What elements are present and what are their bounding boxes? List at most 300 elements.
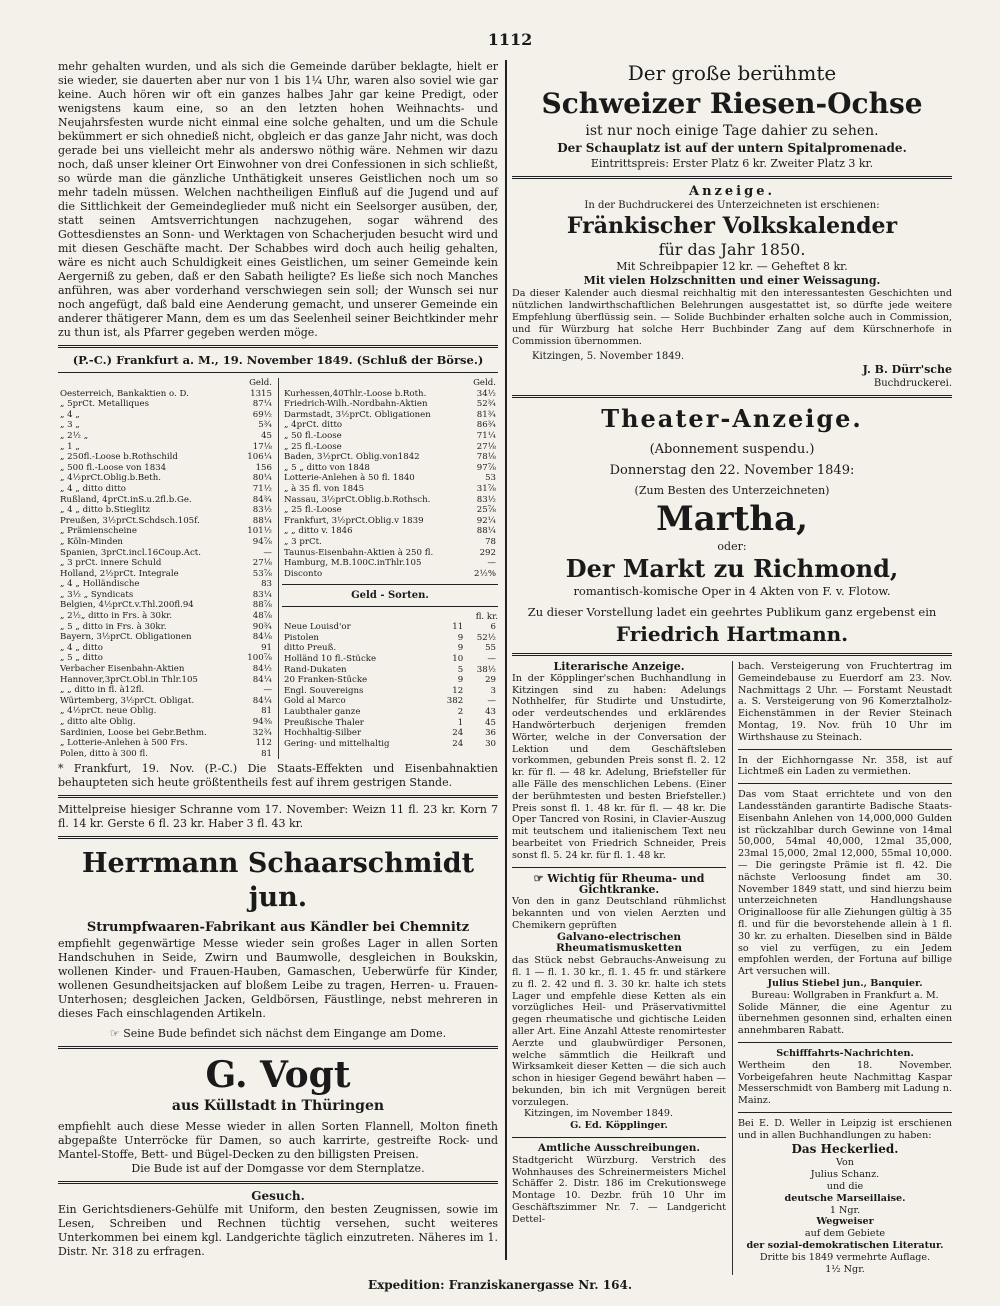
- security-name: Lotterie-Anlehen à 50 fl. 1840: [284, 473, 415, 484]
- schaarschmidt-booth: ☞ Seine Bude befindet sich nächst dem Eingange am Dome.: [109, 1027, 447, 1041]
- schaarschmidt-name: Herrmann Schaarschmidt jun.: [81, 848, 475, 914]
- amtliche-body: Stadtgericht Würzburg. Verstrich des Wohnhauses des Schreinermeisters Michel Schäffer 2. Distr. 186 im Crekutionswege Montage 10. Dezbr. früh 10 Uhr im Geschäftszimmer Nr. 7. — Landgericht Dettel-: [512, 1154, 726, 1225]
- table-row: [58, 685, 274, 696]
- vogt-name: G. Vogt: [205, 1054, 351, 1097]
- security-value: 38½: [476, 664, 496, 675]
- security-value: 43: [485, 707, 496, 718]
- security-name: „ Prämienscheine: [60, 526, 137, 537]
- opera-description: romantisch-komische Oper in 4 Akten von F. v. Flotow.: [573, 584, 891, 598]
- security-name: Darmstadt, 3½prCt. Obligationen: [284, 409, 431, 420]
- security-name: „ 5 „ ditto von 1848: [284, 462, 370, 473]
- table-row: [58, 420, 274, 431]
- divider: [738, 1112, 952, 1113]
- security-value: 5¾: [258, 420, 272, 431]
- security-name: „ 5prCt. Metalliques: [60, 399, 149, 410]
- table-row: [282, 452, 498, 463]
- table-row: [58, 643, 274, 654]
- divider: [282, 606, 498, 607]
- gesuch-body: Ein Gerichtsdieners-Gehülfe mit Uniform, den besten Zeugnissen, sowie im Lesen, Schreiben und Rechnen tüchtig versehen, sucht weiteres Unterkommen bei einem kgl. Landgerichte täglich einzutreten. Näheres im 1. Distr. Nr. 318 zu erfragen.: [58, 1203, 498, 1259]
- theater-signature: Friedrich Hartmann.: [615, 622, 849, 646]
- table-row: [282, 526, 498, 537]
- sorten-table: [282, 622, 498, 749]
- security-name: Hochhaltig-Silber: [284, 728, 362, 739]
- security-value: 52¾: [476, 399, 496, 410]
- table-row: [282, 654, 498, 665]
- heckerlied-title: Das Heckerlied.: [791, 1142, 899, 1157]
- security-value: —: [487, 654, 496, 665]
- security-name: „ 3½ „ Syndicats: [60, 589, 134, 600]
- security-name: Neue Louisd'or: [284, 622, 351, 633]
- security-value: 78: [485, 536, 496, 547]
- divider: [738, 783, 952, 784]
- security-name: Würtemberg, 3½prCt. Obligat.: [60, 695, 195, 706]
- table-row: [282, 473, 498, 484]
- divider: [58, 345, 498, 348]
- security-value: 87¼: [252, 399, 272, 410]
- security-name: „ 4 „ ditto ditto: [60, 483, 126, 494]
- divider: [512, 653, 952, 656]
- security-value: 52½: [476, 632, 496, 643]
- security-value: 88¼: [252, 515, 272, 526]
- table-row: [282, 728, 498, 739]
- vogt-booth: Die Bude ist auf der Domgasse vor dem Sternplatze.: [131, 1162, 425, 1176]
- security-value: 24: [452, 738, 464, 749]
- table-row: [58, 526, 274, 537]
- security-value: 83¼: [252, 589, 272, 600]
- security-value: 71½: [252, 483, 272, 494]
- wegweiser-gebiet: auf dem Gebiete: [804, 1228, 886, 1240]
- anzeige-body: Da dieser Kalender auch diesmal reichhaltig mit den interessantesten Geschichten und nützlichen landwirthschaftlichen Belehrungen ausgestattet ist, so dürfte jede weitere Empfehlung überflüssig sein. — Solide Buchbinder erhalten solche auch in Commission, und für Würzburg hat solche Herr Buchbinder Zang auf dem Kürschnerhofe in Commission übernommen.: [512, 288, 952, 347]
- security-name: „ 3 prCt.: [284, 536, 322, 547]
- table-row: [282, 420, 498, 431]
- table-row: [58, 569, 274, 580]
- table-row: [58, 495, 274, 506]
- security-name: „ 4 „ Holländische: [60, 579, 140, 590]
- security-value: —: [263, 685, 272, 696]
- security-name: Gold al Marco: [284, 696, 346, 707]
- literary-body: In der Köpplinger'schen Buchhandlung in Kitzingen sind zu haben: Adelungs Nothhelfer, für Studirte und Unstudirte, oder verdeutschendes und erklärendes Handwörterbuch derjenigen fremden Wörter, welche in der Conversation der Lektion und dem Geschäftsleben vorkommen, gebunden Preis sonst fl. 2. 12 kr. für fl. — 48 kr. Adelung, Briefsteller für alle Fälle des menschlichen Lebens. (Einer der berühmtesten und besten Briefsteller.) Preis sonst fl. 1. 48 kr. für fl. — 48 kr. Die Oper Tancred von Rosini, in Clavier-Auszug mit teutschem und italienischem Text neu bearbeitet von Friedrich Schneider, Preis sonst fl. 5. 24 kr. für fl. 1. 48 kr.: [512, 672, 726, 861]
- table-row: [58, 410, 274, 421]
- wegweiser-price: 1½ Ngr.: [825, 1263, 865, 1275]
- security-value: 55: [485, 643, 496, 654]
- wegweiser-title: Wegweiser: [816, 1216, 874, 1228]
- security-value: 32¾: [252, 727, 272, 738]
- security-name: „ 4 „ ditto b.Stieglitz: [60, 505, 151, 516]
- security-value: 94⅞: [252, 536, 272, 547]
- security-name: „ 500 fl.-Loose von 1834: [60, 462, 167, 473]
- security-name: „ 25 fl.-Loose: [284, 505, 342, 516]
- amtliche-continued: bach. Versteigerung von Fruchtertrag im Gemeindebause zu Euerdorf am 23. Nov. Nachmittags 2 Uhr. — Forstamt Neustadt a. S. Versteigerung von 96 Komerztalholz-Eichenstämmen in der Revier Steinach Montag, 19. Nov. früh 10 Uhr im Wirthshause zu Steinach.: [738, 661, 952, 743]
- security-value: 1315: [250, 388, 272, 399]
- security-value: 9: [457, 675, 464, 686]
- table-row: [282, 718, 498, 729]
- security-name: „ 4 „ ditto: [60, 642, 103, 653]
- table-row: [282, 463, 498, 474]
- table-row: [58, 431, 274, 442]
- sorten-header: fl. kr.: [475, 612, 498, 623]
- security-value: 27⅛: [476, 441, 496, 452]
- table-row: [282, 558, 498, 569]
- security-value: 84¼: [252, 674, 272, 685]
- marseillaise-price: 1 Ngr.: [829, 1204, 861, 1216]
- security-name: Friedrich-Wilh.-Nordbahn-Aktien: [284, 399, 428, 410]
- security-name: Gering- und mittelhaltig: [284, 738, 390, 749]
- kalender-year: für das Jahr 1850.: [658, 240, 806, 259]
- security-name: „ „ ditto v. 1846: [284, 526, 353, 537]
- schaarschmidt-body: empfiehlt gegenwärtige Messe wieder sein großes Lager in allen Sorten Handschuhen in Seide, Zwirn und Baumwolle, desgleichen in Boukskin, wollenen Kinder- und Frauen-Hauben, Gamaschen, Ueberwürfe für Kinder, wollenen Gesundheitsjacken auf bloßem Leibe zu tragen, Herren- u. Frauen-Unterhosen; desgleichen Jacken, Geldbörsen, Fäustlinge, nebst mehreren in dieses Fach einschlagenden Artikeln.: [58, 937, 498, 1021]
- security-value: 27⅛: [252, 558, 272, 569]
- table-row: [58, 442, 274, 453]
- security-value: 81: [261, 706, 272, 717]
- opera-title: Martha,: [656, 499, 808, 539]
- security-name: „ 3 prCt. innere Schuld: [60, 558, 162, 569]
- boerse-title: (P.-C.) Frankfurt a. M., 19. November 1849. (Schluß der Börse.): [72, 353, 484, 367]
- kalender-title: Fränkischer Volkskalender: [566, 213, 898, 239]
- security-value: 11: [452, 622, 464, 633]
- security-name: Kurhessen,40Thlr.-Loose b.Roth.: [284, 388, 427, 399]
- heckerlied-von: Von: [835, 1157, 854, 1169]
- divider: [512, 176, 952, 179]
- weller-notice: Bei E. D. Weller in Leipzig ist erschienen und in allen Buchhandlungen zu haben:: [738, 1117, 952, 1141]
- anzeige-date: Kitzingen, 5. November 1849.: [532, 351, 685, 362]
- security-value: 29: [485, 675, 496, 686]
- laden-notice: In der Eichhorngasse Nr. 358, ist auf Lichtmeß ein Laden zu vermiethen.: [738, 754, 952, 778]
- security-value: 84¼: [252, 695, 272, 706]
- table-row: [58, 537, 274, 548]
- rheuma-title: ☞ Wichtig für Rheuma- und Gichtkranke.: [533, 871, 705, 897]
- security-value: 6: [490, 622, 496, 633]
- security-value: 83½: [252, 505, 272, 516]
- sub-column-left: [512, 661, 726, 1275]
- security-value: —: [263, 547, 272, 558]
- table-row: [282, 431, 498, 442]
- table-row: [58, 389, 274, 400]
- table-row: [58, 463, 274, 474]
- table-row: [58, 590, 274, 601]
- staats-anlehen: Das vom Staat errichtete und von den Landesständen garantirte Badische Staats-Eisenbahn Anlehen von 14,000,000 Gulden ist rückzahlbar durch Gewinne von 14mal 50,000, 54mal 40,000, 12mal 35,000, 23mal 15,000, 2mal 12,000, 55mal 10,000. — Die geringste Prämie ist fl. 42. Die nächste Verloosung findet am 30. November 1849 statt, und sind hierzu beim unterzeichneten Handlungshause Originalloose für alle Ziehungen gültig à 35 fl. und für die bevorstehende allein à 1 fl. 30 kr. zu erhalten. Dieselben sind in Bälde so viel zu verfügen, zu ein Jedem empfohlen werden, der Fortuna auf billige Art versuchen will.: [738, 789, 952, 978]
- table-row: [58, 622, 274, 633]
- anzeige-signature-2: Buchdruckerei.: [873, 378, 952, 389]
- security-value: 106¼: [247, 452, 272, 463]
- schifffahrt-body: Wertheim den 18. November. Vorbeigefahren heute Nachmittag Kaspar Messerschmidt von Bamberg mit Ladung n. Mainz.: [738, 1059, 952, 1107]
- security-name: „ ditto alte Oblig.: [60, 717, 136, 727]
- security-name: „ 4½prCt.Oblig.b.Beth.: [60, 473, 161, 484]
- divider: [58, 1181, 498, 1184]
- table-row: [58, 717, 274, 728]
- table-row: [58, 473, 274, 484]
- anzeige-title: Anzeige.: [688, 184, 776, 199]
- security-value: 91: [261, 642, 272, 653]
- security-value: 100⅞: [247, 653, 272, 664]
- rheuma-body: Von den in ganz Deutschland rühmlichst bekannten und von vielen Aerzten und Chemikern geprüften: [512, 896, 726, 931]
- theater-benefit: (Zum Besten des Unterzeichneten): [634, 484, 830, 497]
- security-name: „ „ ditto in fl. à12fl.: [60, 685, 145, 696]
- security-value: 81: [261, 748, 272, 759]
- security-name: 20 Franken-Stücke: [284, 675, 368, 686]
- security-name: Hamburg, M.B.100C.inThlr.105: [284, 558, 422, 569]
- table-row: [282, 484, 498, 495]
- galvano-title: Galvano-electrischen Rheumatismusketten: [556, 930, 682, 955]
- security-value: 382: [446, 696, 464, 707]
- anzeige-signature-1: J. B. Dürr'sche: [862, 363, 952, 376]
- security-value: 48⅞: [252, 611, 272, 622]
- table-row: [282, 707, 498, 718]
- divider: [512, 395, 952, 398]
- security-name: Sardinien, Loose bei Gebr.Bethm.: [60, 727, 207, 738]
- security-name: Laubthaler ganze: [284, 707, 361, 718]
- table-row: [282, 739, 498, 750]
- security-name: Spanien, 3prCt.incl.16Coup.Act.: [60, 547, 201, 558]
- divider: [282, 584, 498, 585]
- boerse-right-col: [278, 378, 498, 759]
- security-value: 88⅞: [252, 600, 272, 611]
- security-value: 78⅛: [476, 452, 496, 463]
- table-row: [282, 665, 498, 676]
- schaarschmidt-subtitle: Strumpfwaaren-Fabrikant aus Kändler bei Chemnitz: [86, 920, 470, 936]
- divider: [738, 1042, 952, 1043]
- ochse-line-4: Der Schauplatz ist auf der untern Spitalpromenade.: [557, 141, 907, 155]
- table-row: [282, 495, 498, 506]
- column-divider: [505, 60, 507, 1260]
- security-value: 112: [255, 738, 272, 749]
- sub-column-right: [732, 661, 952, 1275]
- security-name: „ 3 „: [60, 420, 80, 431]
- security-name: Pistolen: [284, 632, 319, 643]
- table-row: [282, 633, 498, 644]
- table-row: [282, 537, 498, 548]
- security-name: Disconto: [284, 568, 323, 579]
- boerse-right-table: [282, 378, 498, 579]
- security-value: 84¾: [252, 494, 272, 505]
- security-name: Engl. Souvereigns: [284, 685, 364, 696]
- table-row: [58, 653, 274, 664]
- divider: [512, 1137, 726, 1138]
- security-value: 5: [457, 664, 464, 675]
- security-name: Taunus-Eisenbahn-Aktien à 250 fl.: [284, 547, 434, 558]
- agentur-notice: Solide Männer, die eine Agentur zu übernehmen gesonnen sind, erhalten einen annehmbaren Rabatt.: [738, 1001, 952, 1037]
- security-name: ditto Preuß.: [284, 643, 337, 654]
- security-value: 69½: [252, 409, 272, 420]
- table-row: [282, 389, 498, 400]
- ochse-headline: Schweizer Riesen-Ochse: [541, 87, 923, 120]
- table-row: [282, 442, 498, 453]
- theater-date: Donnerstag den 22. November 1849:: [609, 463, 855, 478]
- table-row: [58, 516, 274, 527]
- table-row: [58, 738, 274, 749]
- security-value: 10: [452, 654, 464, 665]
- opera-oder: oder:: [717, 540, 747, 553]
- security-name: „ 4 „: [60, 409, 80, 420]
- security-name: Rußland, 4prCt.inS.u.2fl.b.Ge.: [60, 494, 192, 505]
- footer-expedition: Expedition: Franziskanergasse Nr. 164.: [367, 1278, 632, 1292]
- theater-title: Theater-Anzeige.: [601, 404, 863, 433]
- right-column: [512, 60, 952, 1275]
- security-value: 84⅛: [252, 632, 272, 643]
- security-value: 156: [255, 462, 272, 473]
- table-row: [58, 484, 274, 495]
- security-name: „ 4½prCt. neue Oblig.: [60, 706, 157, 717]
- security-value: 45: [485, 717, 496, 728]
- security-value: 53⅞: [252, 568, 272, 579]
- kalender-price: Mit Schreibpapier 12 kr. — Geheftet 8 kr.: [616, 260, 848, 273]
- security-name: Bayern, 3½prCt. Obligationen: [60, 632, 192, 643]
- table-row: [282, 569, 498, 580]
- ochse-line-3: ist nur noch einige Tage dahier zu sehen.: [585, 123, 879, 139]
- table-row: [58, 505, 274, 516]
- security-value: 83: [261, 579, 272, 590]
- security-value: 86¾: [476, 420, 496, 431]
- sub-columns: [512, 661, 952, 1275]
- security-value: 90¾: [252, 621, 272, 632]
- table-row: [58, 632, 274, 643]
- table-row: [58, 696, 274, 707]
- security-value: 45: [261, 430, 272, 441]
- security-value: 53: [485, 473, 496, 484]
- security-value: 2: [457, 707, 464, 718]
- security-value: 101½: [247, 526, 272, 537]
- boerse-note: * Frankfurt, 19. Nov. (P.-C.) Die Staats-Effekten und Eisenbahnaktien behaupteten sich heute größtentheils fest auf ihrem gestrigen Stande.: [58, 762, 498, 790]
- boerse-left-table: [58, 378, 274, 759]
- kalender-extra: Mit vielen Holzschnitten und einer Weissagung.: [583, 274, 881, 287]
- security-name: „ à 35 fl. von 1845: [284, 483, 365, 494]
- security-name: Oesterreich, Bankaktien o. D.: [60, 388, 189, 399]
- security-name: „ 2½ „: [60, 430, 89, 441]
- sorten-title: Geld - Sorten.: [351, 590, 429, 602]
- schranne-prices: Mittelpreise hiesiger Schranne vom 17. November: Weizn 11 fl. 23 kr. Korn 7 fl. 14 kr. Gerste 6 fl. 23 kr. Haber 3 fl. 43 kr.: [58, 803, 498, 831]
- galvano-signature: G. Ed. Köpplinger.: [570, 1120, 668, 1132]
- galvano-date: Kitzingen, im November 1849.: [524, 1108, 673, 1120]
- table-row: [282, 505, 498, 516]
- security-value: 83½: [476, 494, 496, 505]
- table-row: [282, 643, 498, 654]
- table-row: [282, 675, 498, 686]
- theater-abonnement: (Abonnement suspendu.): [649, 442, 815, 457]
- security-value: 9: [457, 632, 464, 643]
- table-row: [58, 749, 274, 760]
- page-number: 1112: [487, 30, 533, 49]
- table-row: [282, 399, 498, 410]
- security-name: Preußen, 3½prCt.Schdsch.105f.: [60, 515, 200, 526]
- security-name: „ 2½„ ditto in Frs. à 30kr.: [60, 611, 173, 622]
- security-value: —: [487, 696, 496, 707]
- security-name: Frankfurt, 3½prCt.Oblig.v 1839: [284, 515, 424, 526]
- table-row: [58, 664, 274, 675]
- security-value: 84½: [252, 664, 272, 675]
- security-value: 81¾: [476, 409, 496, 420]
- security-value: —: [487, 558, 496, 569]
- security-value: 3: [490, 685, 496, 696]
- wegweiser-literatur: der sozial-demokratischen Literatur.: [746, 1240, 944, 1252]
- schifffahrt-title: Schifffahrts-Nachrichten.: [776, 1047, 914, 1059]
- security-value: 94⅜: [252, 717, 272, 727]
- anzeige-intro: In der Buchdruckerei des Unterzeichneten ist erschienen:: [584, 200, 880, 211]
- security-name: Baden, 3½prCt. Oblig.von1842: [284, 452, 420, 463]
- security-name: Verbacher Eisenbahn-Aktien: [60, 664, 185, 675]
- security-value: 31⅞: [476, 483, 496, 494]
- vogt-body: empfiehlt auch diese Messe wieder in allen Sorten Flannell, Molton fineth abgepaßte Unterröcke für Damen, so auch karrirte, gestreifte Rock- und Mantel-Stoffe, Bett- und Bügel-Decken zu den billigsten Preisen.: [58, 1120, 498, 1162]
- theater-invitation: Zu dieser Vorstellung ladet ein geehrtes Publikum ganz ergebenst ein: [527, 605, 937, 619]
- table-row: [282, 696, 498, 707]
- stiebel-bureau: Bureau: Wollgraben in Frankfurt a. M.: [751, 989, 939, 1001]
- divider: [738, 749, 952, 750]
- ochse-price: Eintrittspreis: Erster Platz 6 kr. Zweiter Platz 3 kr.: [590, 157, 874, 170]
- security-value: 92¼: [476, 515, 496, 526]
- security-value: 25⅞: [476, 505, 496, 516]
- security-name: „ Köln-Minden: [60, 536, 123, 547]
- table-row: [282, 516, 498, 527]
- boerse-left-col: [58, 378, 274, 759]
- table-row: [282, 686, 498, 697]
- literary-title: Literarische Anzeige.: [553, 660, 685, 673]
- table-row: [58, 452, 274, 463]
- security-name: Polen, ditto à 300 fl.: [60, 748, 148, 759]
- stiebel-signature: Julius Stiebel jun., Banquier.: [767, 977, 923, 989]
- col-header-geld: Geld.: [473, 378, 496, 388]
- intro-paragraph: mehr gehalten wurden, und als sich die Gemeinde darüber beklagte, hielt er sie wieder, sie dauerten aber nur von 1 bis 1¼ Uhr, waren also soviel wie gar keine. Auch hören wir oft ein ganzes halbes Jahr gar keine Predigt, oder wenigstens kaum eine, so an den letzten hohen Weihnachts- und Neujahrsfesten wurde nicht einmal eine solche gehalten, und um die Schule bekümmert er sich ohnedieß nicht, obgleich er das ganze Jahr nicht, was doch gerade bei uns vielleicht mehr als anderswo nöthig wäre. Nehmen wir dazu noch, daß unser kleiner Ort Einwohner von drei Confessionen in sich schließt, so würde man die gänzliche Unthätigkeit unseres Geistlichen noch um so mehr tadeln müssen. Welchen nachtheiligen Einfluß auf die Jugend und auf die Sittlichkeit der Gemeindeglieder muß nicht ein Seelsorger ausüben, der, statt seinen Amtsverrichtungen nachzugehen, sogar während des Gottesdienstes an Sonn- und Werktagen von Schacherjuden besucht wird und mit diesen Geschäfte macht. Der Schabbes wird doch auch heilig gehalten, wäre es nicht auch Schuldigkeit eines Geistlichen, um seiner Gemeinde kein Aergerniß zu geben, daß er den Sabath heiligte? Es ließe sich noch Manches anführen, was aber vorderhand verschwiegen sein soll; der Wunsch sei nur noch angefügt, daß bald eine Aenderung gemacht, und unserer Gemeinde ein anderer thätigerer Mann, dem es um das Seelenheil seiner Beichtkinder mehr zu thun ist, als Pfarrer gegeben werden möge.: [58, 60, 498, 339]
- divider: [58, 795, 498, 798]
- security-name: „ Lotterie-Anlehen à 500 Frs.: [60, 738, 188, 749]
- table-row: [58, 728, 274, 739]
- divider: [512, 867, 726, 868]
- security-name: „ 5 „ ditto: [60, 653, 103, 664]
- security-value: 88¼: [476, 526, 496, 537]
- boerse-tables: [58, 378, 498, 759]
- gesuch-title: Gesuch.: [251, 1189, 305, 1204]
- security-name: „ 5 „ ditto in Frs. à 30kr.: [60, 621, 167, 632]
- security-value: 71¼: [476, 430, 496, 441]
- security-value: 1: [457, 717, 464, 728]
- amtliche-title: Amtliche Ausschreibungen.: [537, 1142, 701, 1155]
- table-row: [282, 410, 498, 421]
- security-name: „ 25 fl.-Loose: [284, 441, 342, 452]
- security-name: Belgien, 4½prCt.v.Thl.200fl.94: [60, 600, 194, 611]
- security-name: „ 1 „: [60, 441, 80, 452]
- security-name: Rand-Dukaten: [284, 664, 347, 675]
- table-row: [282, 548, 498, 559]
- heckerlied-und: und die: [826, 1181, 864, 1193]
- col-header-geld: Geld.: [249, 378, 272, 388]
- security-value: 24: [452, 728, 464, 739]
- table-row: [58, 600, 274, 611]
- security-name: Nassau, 3½prCt.Oblig.b.Rothsch.: [284, 494, 431, 505]
- table-row: [58, 399, 274, 410]
- security-value: 80¼: [252, 473, 272, 484]
- table-row: [58, 675, 274, 686]
- table-row: [58, 579, 274, 590]
- divider: [58, 372, 498, 373]
- security-name: Hannover,3prCt.Obl.in Thlr.105: [60, 674, 198, 685]
- opera-subtitle: Der Markt zu Richmond,: [565, 554, 899, 583]
- ochse-line-1: Der große berühmte: [627, 61, 837, 85]
- security-value: 9: [457, 643, 464, 654]
- security-name: „ 4prCt. ditto: [284, 420, 343, 431]
- table-row: [58, 706, 274, 717]
- security-name: Holländ 10 fl.-Stücke: [284, 654, 377, 665]
- security-name: „ 250fl.-Loose b.Rothschild: [60, 452, 178, 463]
- table-row: [282, 622, 498, 633]
- security-value: 2½%: [474, 568, 496, 579]
- security-name: Preußische Thaler: [284, 717, 364, 728]
- security-name: „ 50 fl.-Loose: [284, 430, 342, 441]
- security-value: 292: [479, 547, 496, 558]
- galvano-body: das Stück nebst Gebrauchs-Anweisung zu fl. 1 — fl. 1. 30 kr., fl. 1. 45 fr. und stärkere zu fl. 2. 42 und fl. 3. 30 kr. halte ich stets Lager und empfehle diese Ketten als ein vorzügliches Heil- und Präservativmittel gegen rheumatische und gichtische Leiden aller Art. Eine Anzahl Atteste renomirtester Aerzte und glaubwürdiger Personen, welche sämmtlich die Heilkraft und Wirksamkeit dieser Ketten — die sich auch schon in hiesiger Gegend bewährt haben — bekunden, bin ich mit Vergnügen bereit vorzulegen.: [512, 955, 726, 1108]
- wegweiser-auflage: Dritte bis 1849 vermehrte Auflage.: [759, 1251, 931, 1263]
- security-value: 30: [485, 738, 496, 749]
- vogt-subtitle: aus Küllstadt in Thüringen: [171, 1098, 385, 1115]
- table-row: [58, 558, 274, 569]
- heckerlied-author: Julius Schanz.: [810, 1169, 880, 1181]
- table-row: [58, 548, 274, 559]
